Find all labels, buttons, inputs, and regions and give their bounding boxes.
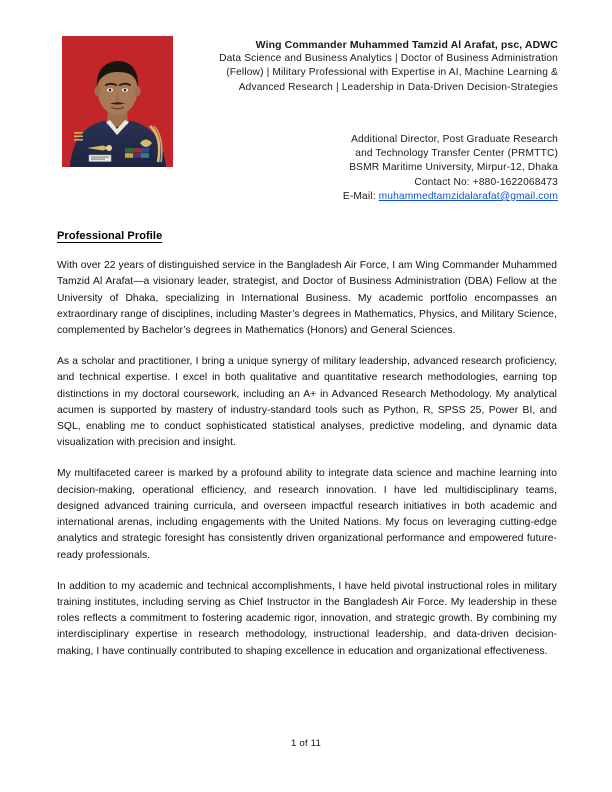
profile-paragraph: With over 22 years of distinguished service in the Bangladesh Air Force, I am Wing Commander Muhammed Tamzid Al Arafat—a visionary leader, strategist, and Doctor of Business Administration (DBA) Fellow at the University of Dhaka, specializing in International Business. My academic portfolio encompasses an extraordinary range of disciplines, including Master’s degrees in Mathematics, Physics, and Military Science, complemented by Bachelor’s degrees in Mathematics (Honors) and General Sciences. [57,260,557,337]
officer-name: Wing Commander Muhammed Tamzid Al Arafat, psc, ADWC [255,39,558,51]
contact-number-label: Contact No: [414,176,470,188]
cv-header [0,0,612,215]
contact-block [180,133,558,204]
professional-profile-body [57,258,557,660]
header-title-block [180,38,558,95]
address-line-1: Additional Director, Post Graduate Research [351,134,558,145]
email-row [180,190,558,204]
profile-paragraph: In addition to my academic and technical accomplishments, I have held pivotal instructional roles in military training institutes, including serving as Chief Instructor in the Bangladesh Air Force. My leadership in these roles reflects a commitment to fostering academic rigor, innovation, and strategic growth. By combining my interdisciplinary expertise in research methodology, instructional leadership, and data-driven decision-making, I have continually contributed to shaping excellence in education and organizational effectiveness. [57,580,557,657]
section-heading-professional-profile: Professional Profile [57,230,163,242]
officer-tagline: Data Science and Business Analytics | Doctor of Business Administration (Fellow) | Military Professional with Expertise in AI, Machine Learning & Advanced Research | Leadership in Data-Driven Decision-Strategies [219,53,558,93]
address-line-2: and Technology Transfer Center (PRMTTC) [355,148,558,160]
portrait-photo [62,36,173,167]
page-footer: 1 of 11 [290,738,322,749]
portrait-photo-graphic [62,36,173,167]
email-label: E-Mail: [342,190,376,202]
contact-number-row [180,176,558,190]
address-line-3: BSMR Maritime University, Mirpur-12, Dhaka [349,162,558,174]
contact-number-value: +880-1622068473 [472,176,558,188]
email-link[interactable]: muhammedtamzidalarafat@gmail.com [378,190,558,202]
profile-paragraph: My multifaceted career is marked by a profound ability to integrate data science and machine learning into decision-making, operational efficiency, and research innovation. I have led multidisciplinary teams, designed advanced training curricula, and overseen impactful research initiatives in both academic and international arenas, including engagements with the United Nations. My focus on leveraging cutting-edge analytics and strategic foresight has consistently driven organizational performance and empowered future-ready professionals. [57,468,557,561]
profile-paragraph: As a scholar and practitioner, I bring a unique synergy of military leadership, advanced research proficiency, and technical expertise. I excel in both qualitative and quantitative research methodologies, earning top distinctions in my doctoral coursework, including an A+ in Advanced Research Methodology. My analytical acumen is supported by mastery of industry-standard tools such as Python, R, SPSS 25, Power BI, and SQL, enabling me to conduct sophisticated statistical analyses, predictive modeling, and dynamic data visualization with precision and insight. [57,355,557,449]
